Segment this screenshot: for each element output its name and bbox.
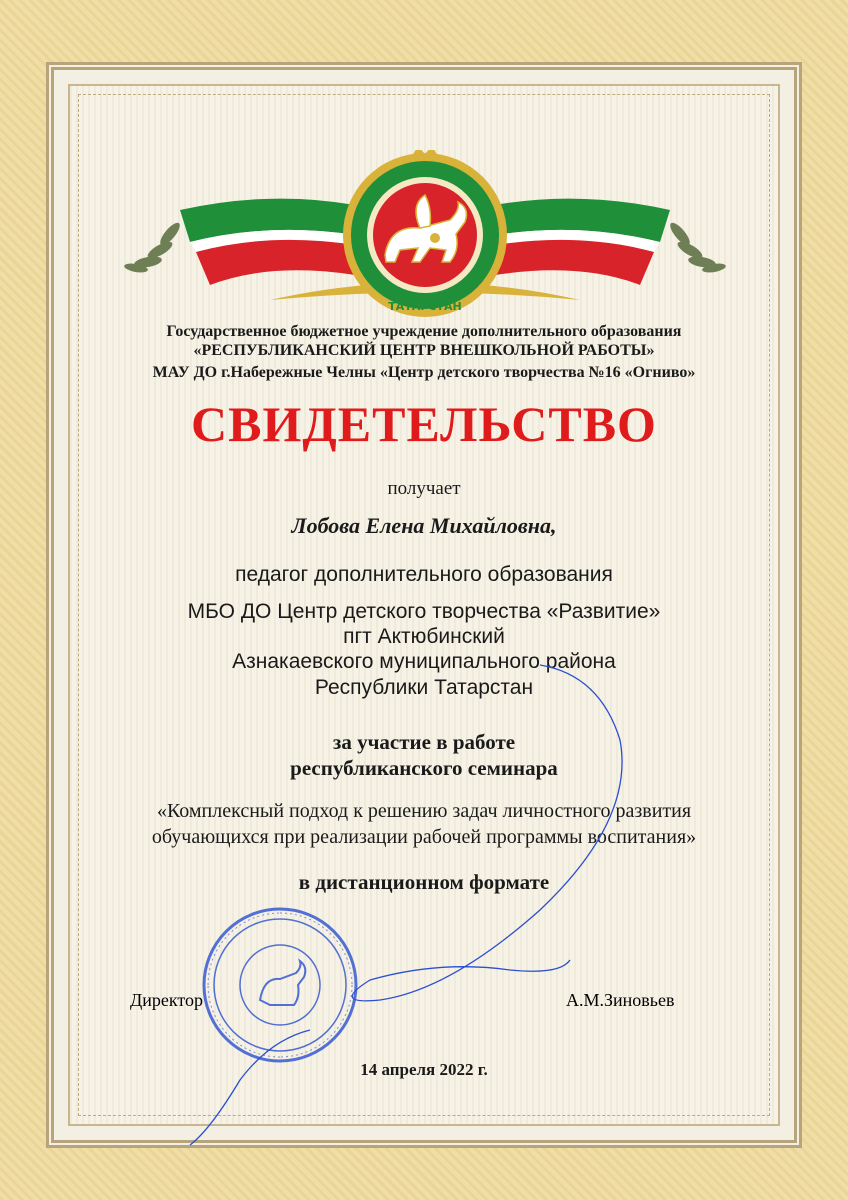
right-laurel-icon	[667, 220, 726, 274]
certificate-date: 14 апреля 2022 г.	[360, 1060, 488, 1079]
seminar-title-line-1: «Комплексный подход к решению задач личностного развития	[156, 800, 692, 822]
participation-line-1: за участие в работе	[332, 730, 516, 754]
recipient-town: пгт Актюбинский	[343, 625, 505, 648]
recipient-district: Азнакаевского муниципального района	[232, 650, 616, 673]
left-flag-ribbon	[180, 199, 355, 285]
seminar-title-line-2: обучающихся при реализации рабочей программы воспитания»	[151, 826, 697, 848]
recipient-position: педагог дополнительного образования	[235, 563, 613, 586]
director-label: Директор	[130, 990, 204, 1010]
recipient-name: Лобова Елена Михайловна,	[291, 513, 557, 538]
certificate-title: СВИДЕТЕЛЬСТВО	[191, 396, 657, 452]
left-laurel-icon	[123, 220, 182, 274]
emblem-ribbon-text: ТАТАРСТАН	[388, 300, 462, 313]
org-line-2: «РЕСПУБЛИКАНСКИЙ ЦЕНТР ВНЕШКОЛЬНОЙ РАБОТЫ»	[193, 342, 655, 359]
org-line-3: МАУ ДО г.Набережные Челны «Центр детского творчества №16 «Огниво»	[152, 364, 696, 381]
participation-format: в дистанционном формате	[298, 870, 550, 894]
participation-line-2: республиканского семинара	[290, 756, 558, 780]
official-stamp	[200, 905, 360, 1065]
right-flag-ribbon	[495, 199, 670, 285]
recipient-organization: МБО ДО Центр детского творчества «Развитие»	[187, 600, 661, 623]
org-line-1: Государственное бюджетное учреждение дополнительного образования	[166, 323, 682, 340]
director-name: А.М.Зиновьев	[566, 990, 675, 1010]
recipient-republic: Республики Татарстан	[314, 676, 534, 699]
tatarstan-emblem	[120, 150, 730, 325]
receives-label: получает	[387, 478, 461, 499]
